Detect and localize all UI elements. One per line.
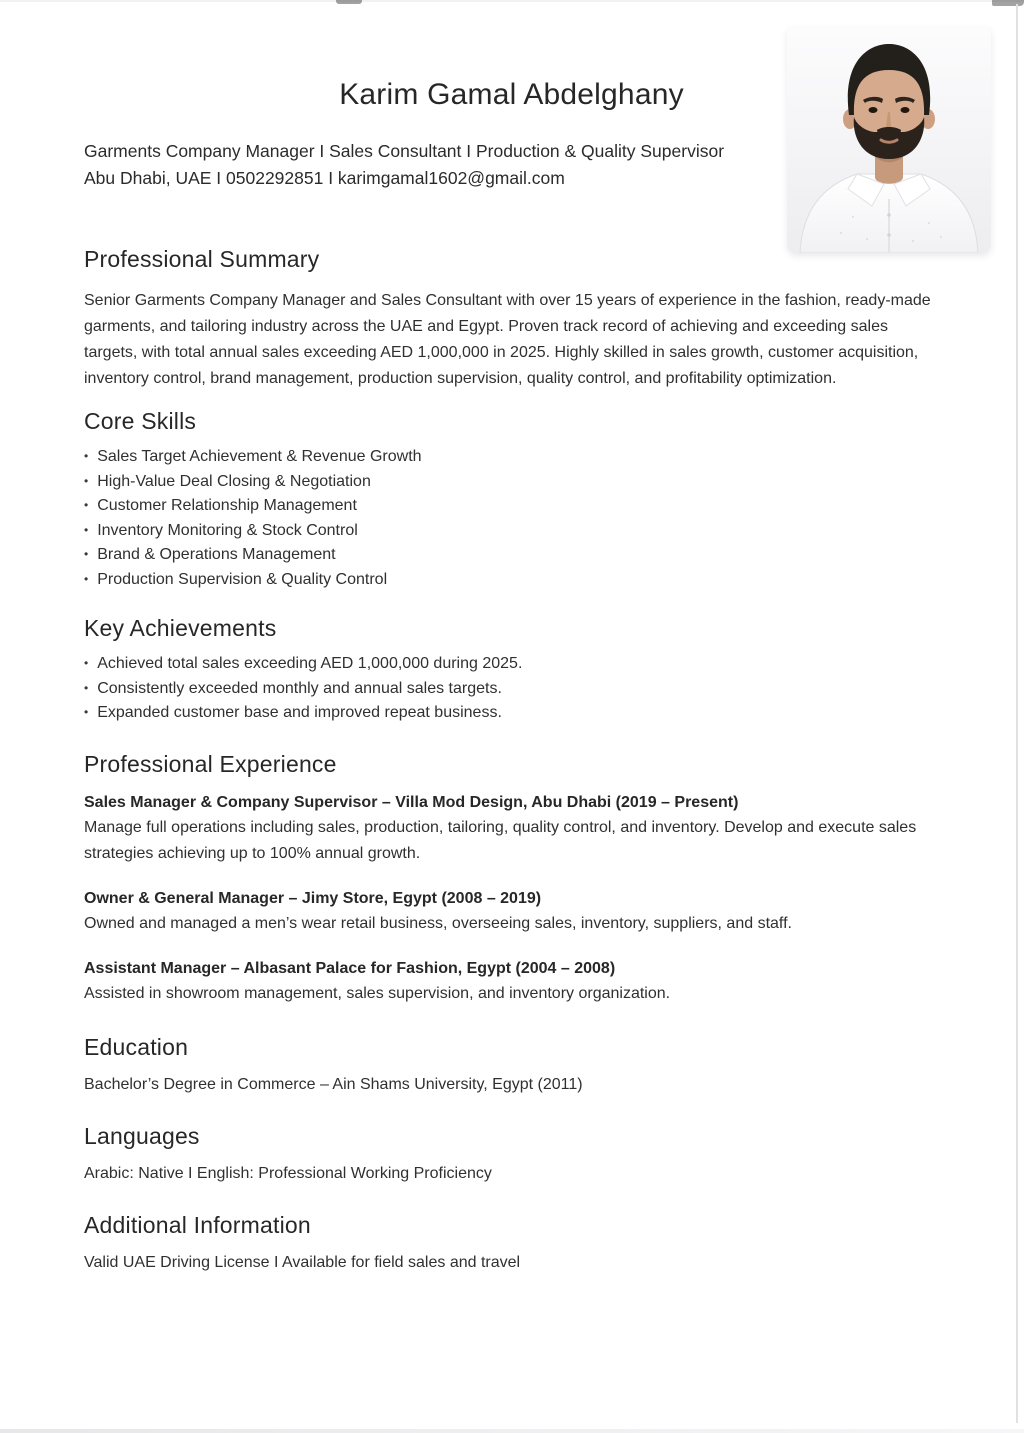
list-item-text: High-Value Deal Closing & Negotiation: [97, 472, 371, 490]
list-item-text: Expanded customer base and improved repeat business.: [97, 704, 502, 721]
bullet-glyph: •: [84, 680, 89, 695]
section-heading-professional-summary: Professional Summary: [84, 246, 320, 272]
section-core-skills: [84, 406, 939, 592]
bullet-glyph: •: [84, 705, 89, 719]
experience-job: [84, 957, 939, 1007]
name-heading: Karim Gamal Abdelghany: [339, 78, 684, 111]
job-title: Sales Manager & Company Supervisor – Villa Mod Design, Abu Dhabi (2019 – Present): [84, 793, 739, 811]
experience-job: [84, 887, 939, 937]
bullet-glyph: •: [84, 547, 89, 561]
list-item: [84, 494, 939, 519]
summary-paragraph: Senior Garments Company Manager and Sales Consultant with over 15 years of experience in the fashion, ready-made garments, and tailoring industry across the UAE and Egypt. Proven track record of achieving and exceeding sales targets, with total annual sales exceeding AED 1,000,000 in 2025. Highly skilled in sales growth, customer acquisition, inventory control, brand management, production supervision, quality control, and profitability optimization.: [84, 292, 931, 387]
list-item-text: Brand & Operations Management: [97, 546, 336, 563]
list-item: [84, 652, 939, 677]
resume-content: [0, 76, 1024, 1276]
list-item: [84, 568, 939, 593]
section-heading-core-skills: Core Skills: [84, 408, 197, 434]
contact-info-line: Abu Dhabi, UAE I 0502292851 I karimgamal1602@gmail.com: [84, 168, 565, 188]
list-item-text: Sales Target Achievement & Revenue Growth: [97, 448, 422, 465]
list-item-text: Inventory Monitoring & Stock Control: [97, 521, 358, 539]
section-heading-additional-information: Additional Information: [84, 1211, 311, 1238]
section-professional-summary: [84, 244, 939, 392]
list-item: [84, 677, 939, 702]
list-item: [84, 519, 939, 544]
education-line: Bachelor’s Degree in Commerce – Ain Shams University, Egypt (2011): [84, 1075, 583, 1093]
list-item-text: Production Supervision & Quality Control: [97, 570, 388, 588]
experience-jobs: [84, 791, 939, 1007]
bullet-glyph: •: [84, 656, 89, 670]
section-additional-information: [84, 1210, 939, 1276]
job-description: Assisted in showroom management, sales supervision, and inventory organization.: [84, 984, 671, 1002]
list-item-text: Customer Relationship Management: [97, 497, 357, 514]
scan-edge-right: [1016, 4, 1018, 1423]
core-skills-list: [84, 445, 939, 592]
job-description: Owned and managed a men’s wear retail business, overseeing sales, inventory, suppliers, and staff.: [84, 914, 792, 932]
profile-photo: [787, 27, 991, 253]
list-item: [84, 470, 939, 495]
experience-job: [84, 791, 939, 867]
section-heading-key-achievements: Key Achievements: [84, 615, 277, 641]
list-item: [84, 543, 939, 568]
bullet-glyph: •: [84, 473, 89, 488]
section-heading-professional-experience: Professional Experience: [84, 750, 337, 777]
job-title: Owner & General Manager – Jimy Store, Egypt (2008 – 2019): [84, 889, 542, 907]
list-item-text: Achieved total sales exceeding AED 1,000,000 during 2025.: [97, 655, 523, 672]
scan-artifact: [992, 0, 1024, 6]
section-education: [84, 1032, 939, 1098]
bullet-glyph: •: [84, 571, 89, 586]
profile-photo-illustration: [787, 27, 991, 253]
bullet-glyph: •: [84, 522, 89, 537]
job-description: Manage full operations including sales, production, tailoring, quality control, and inventory. Develop and execute sales strategies achieving up to 100% annual growth.: [84, 818, 917, 862]
section-languages: [84, 1121, 939, 1187]
languages-line: Arabic: Native I English: Professional Working Proficiency: [84, 1164, 492, 1182]
key-achievements-list: [84, 652, 939, 726]
job-title: Assistant Manager – Albasant Palace for Fashion, Egypt (2004 – 2008): [84, 959, 616, 977]
professional-title-line: Garments Company Manager I Sales Consultant I Production & Quality Supervisor: [84, 141, 725, 161]
scan-edge-bottom: [0, 1429, 1024, 1433]
section-heading-education: Education: [84, 1033, 189, 1060]
additional-information-line: Valid UAE Driving License I Available for field sales and travel: [84, 1253, 521, 1271]
scan-artifact: [336, 0, 362, 4]
section-heading-languages: Languages: [84, 1122, 200, 1149]
bullet-glyph: •: [84, 498, 89, 512]
bullet-glyph: •: [84, 449, 89, 463]
section-key-achievements: [84, 613, 939, 726]
list-item: [84, 445, 939, 470]
section-professional-experience: [84, 749, 939, 1007]
list-item-text: Consistently exceeded monthly and annual sales targets.: [97, 679, 502, 697]
list-item: [84, 701, 939, 726]
scan-edge-top: [0, 0, 1024, 2]
